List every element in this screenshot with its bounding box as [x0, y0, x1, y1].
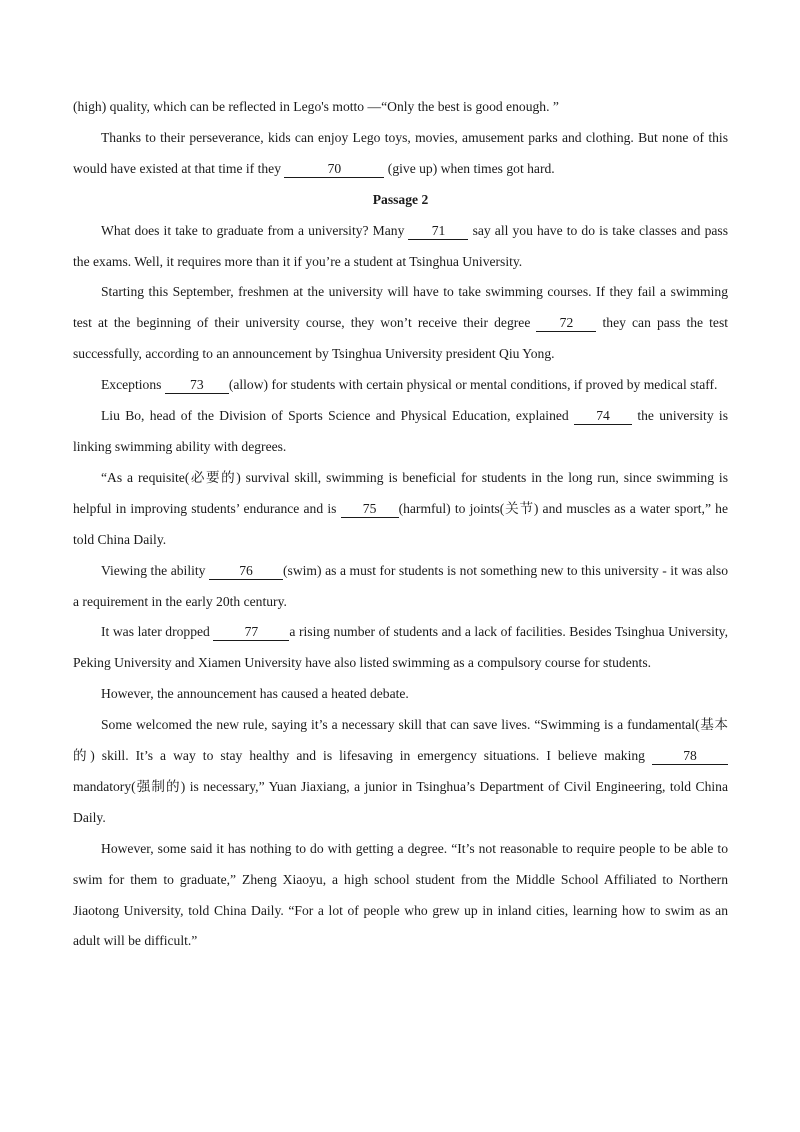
- paragraph-text: (swim) as a must for students is not something new to this university - it was also a requirement in the early 20th century.: [73, 562, 728, 609]
- blank-70[interactable]: 70: [284, 161, 384, 178]
- passage-title: Passage 2: [372, 191, 429, 207]
- paragraph-5: [73, 463, 728, 556]
- paragraph-3: [73, 370, 728, 401]
- paragraph-text: (allow) for students with certain physical or mental conditions, if proved by medical staff.: [228, 377, 718, 393]
- paragraph-text: It was later dropped: [101, 624, 214, 640]
- paragraph-4: [73, 401, 728, 463]
- paragraph-lego-end: (high) quality, which can be reflected in Lego's motto —“Only the best is good enough. ”: [73, 99, 559, 114]
- paragraph-1: [73, 216, 728, 278]
- paragraph-text: (harmful) to joints(关节) and muscles as a water sport,” he told China Daily.: [73, 500, 728, 547]
- paragraph-text: Thanks to their perseverance, kids can enjoy Lego toys, movies, amusement parks and clothing. But none of this would have existed at that time if they: [73, 129, 728, 176]
- blank-73[interactable]: 73: [165, 377, 229, 394]
- paragraph-text: say all you have to do is take classes and pass the exams. Well, it requires more than it if you’re a student at Tsinghua University.: [73, 222, 728, 269]
- paragraph-text: What does it take to graduate from a university? Many: [101, 222, 409, 238]
- paragraph-2: [73, 277, 728, 370]
- blank-74[interactable]: 74: [574, 408, 632, 425]
- blank-72[interactable]: 72: [536, 315, 596, 332]
- paragraph-text: Exceptions: [101, 377, 165, 393]
- blank-78[interactable]: 78: [652, 748, 728, 765]
- paragraph-text: Starting this September, freshmen at the university will have to take swimming courses. If they fail a swimming test at the beginning of their university course, they won’t receive their degree: [73, 284, 728, 331]
- paragraph-text: mandatory(强制的) is necessary,” Yuan Jiaxiang, a junior in Tsinghua’s Department of Civil Engineering, told China Daily.: [73, 778, 728, 825]
- paragraph-9: [73, 710, 728, 834]
- paragraph-text: Liu Bo, head of the Division of Sports Science and Physical Education, explained: [101, 408, 575, 424]
- paragraph-text: “As a requisite(必要的) survival skill, swimming is beneficial for students in the long run, since swimming is helpful in improving students’ endurance and is: [73, 469, 728, 516]
- paragraph-8: However, the announcement has caused a heated debate.: [101, 686, 409, 702]
- blank-71[interactable]: 71: [408, 223, 468, 240]
- blank-76[interactable]: 76: [209, 563, 283, 580]
- paragraph-6: [73, 556, 728, 618]
- paragraph-text: Viewing the ability: [101, 562, 209, 578]
- document-page: [73, 92, 728, 957]
- blank-75[interactable]: 75: [341, 501, 399, 518]
- paragraph-7: [73, 617, 728, 679]
- paragraph-text: they can pass the test successfully, according to an announcement by Tsinghua University president Qiu Yong.: [73, 315, 729, 362]
- paragraph-text: (give up) when times got hard.: [384, 160, 555, 176]
- blank-77[interactable]: 77: [213, 624, 289, 641]
- paragraph-10: However, some said it has nothing to do with getting a degree. “It’s not reasonable to require people to be able to swim for them to graduate,” Zheng Xiaoyu, a high school student from the Middle School Affiliated to Northern Jiaotong University, told China Daily. “For a lot of people who grew up in inland cities, learning how to swim as an adult will be difficult.”: [73, 840, 728, 949]
- paragraph-text: the university is linking swimming ability with degrees.: [73, 408, 728, 454]
- paragraph-thanks: [73, 123, 728, 185]
- paragraph-text: Some welcomed the new rule, saying it’s a necessary skill that can save lives. “Swimming is a fundamental(基本的) skill. It’s a way to stay healthy and is lifesaving in emergency situations. I believe making: [73, 717, 728, 764]
- paragraph-text: a rising number of students and a lack of facilities. Besides Tsinghua University, Peking University and Xiamen University have also listed swimming as a compulsory course for students.: [73, 624, 728, 671]
